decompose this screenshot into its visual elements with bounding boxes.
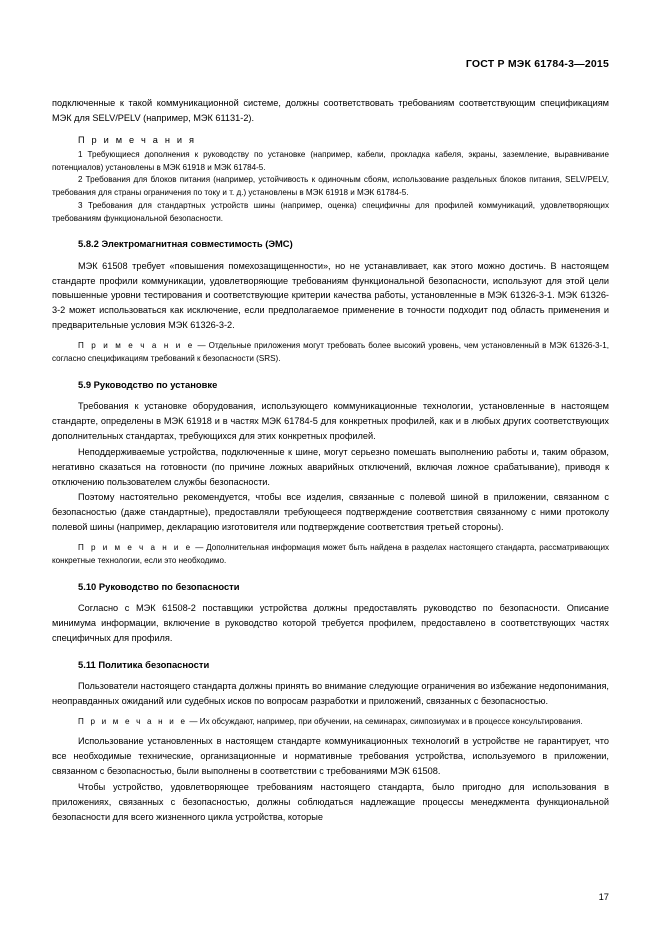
section-5-11-paragraph-3: Чтобы устройство, удовлетворяющее требованиям настоящего стандарта, было пригодно для использования в приложениях, связанных с безопасностью, должны соблюдаться надлежащие процессы менеджмента функциональной безопасности для всего жизненного цикла устройства, которые	[52, 782, 609, 822]
page-header: ГОСТ Р МЭК 61784-3—2015	[465, 58, 609, 70]
notes-label: П р и м е ч а н и я	[78, 134, 197, 145]
section-5-11-paragraph-2: Использование установленных в настоящем стандарте коммуникационных технологий в устройстве не гарантирует, что все необходимые технические, организационные и нормативные требования устройства, используемого в приложении, связанном с безопасностью, были выполнены в соответствии с требованиями МЭК 61508.	[52, 736, 609, 777]
section-5-8-2-note	[52, 340, 609, 366]
section-5-11-paragraph-1: Пользователи настоящего стандарта должны принять во внимание следующие ограничения во избежание недопонимания, неоправданных ожиданий или судебных исков по вопросам разработки и приложений, связанных с безопасностью.	[52, 680, 609, 706]
heading-5-8-2: 5.8.2 Электромагнитная совместимость (ЭМС)	[78, 238, 293, 250]
heading-5-11: 5.11 Политика безопасности	[78, 658, 210, 670]
note-text-inline: — Их обсуждают, например, при обучении, на семинарах, симпозиумах и в процессе консультирования.	[189, 716, 583, 726]
heading-5-9: 5.9 Руководство по установке	[78, 378, 218, 390]
heading-5-10: 5.10 Руководство по безопасности	[78, 580, 240, 592]
section-5-9-paragraph-3: Поэтому настоятельно рекомендуется, чтобы все изделия, связанные с полевой шиной в приложении, связанном с безопасностью (даже стандартные), предоставляли требующееся подтверждение соответствия связанному с ними протоколу полевой шины (например, декларацию изготовителя или подтверждение соответствия третьей стороны).	[52, 492, 609, 533]
note-item-1: 1 Требующиеся дополнения к руководству по установке (например, кабели, прокладка кабеля, экраны, заземление, выравнивание потенциалов) установлены в МЭК 61918 и МЭК 61784-5.	[52, 149, 609, 172]
section-5-9-note	[52, 542, 609, 568]
page-number: 17	[598, 891, 609, 902]
note-label-inline: П р и м е ч а н и е	[78, 543, 193, 553]
note-label-inline: П р и м е ч а н и е	[78, 341, 195, 351]
note-item-2: 2 Требования для блоков питания (например, устойчивость к одиночным сбоям, использование раздельных блоков питания, SELV/PELV, требования для страны ограничения по току и т. д.) установлены в МЭК 61918 и МЭК 61784-5.	[52, 175, 609, 198]
intro-paragraph: подключенные к такой коммуникационной системе, должны соответствовать требованиям соответствующим спецификациям МЭК для SELV/PELV (например, МЭК 61131-2).	[52, 98, 609, 123]
note-item-3: 3 Требования для стандартных устройств шины (например, оценка) специфичны для профилей коммуникаций, удовлетворяющих требованиям функциональной безопасности.	[52, 200, 609, 223]
section-5-10-paragraph-1: Согласно с МЭК 61508-2 поставщики устройства должны предоставлять руководство по безопасности. Описание минимума информации, включение в руководство которой требуется профилем, предоставлено в соответствующих частях специфичных для профиля.	[52, 602, 609, 643]
section-5-9-paragraph-1: Требования к установке оборудования, использующего коммуникационные технологии, установленные в настоящем стандарте, определены в МЭК 61918 и в частях МЭК 61784-5 для конкретных профилей, как и в любых других соответствующих дополнительных стандартах, требующихся для этих конкретных профилей.	[52, 400, 609, 441]
note-label-inline: П р и м е ч а н и е	[78, 716, 188, 726]
section-5-9-paragraph-2: Неподдерживаемые устройства, подключенные к шине, могут серьезно помешать выполнению работы и, таким образом, негативно сказаться на готовности (по причине ложных аварийных отключений, включая ложное срабатывание), приводя к отключению пользователем службы безопасности.	[52, 446, 609, 487]
section-5-11-note	[52, 716, 609, 729]
note-text-inline: — Дополнительная информация может быть найдена в разделах настоящего стандарта, рассматривающих конкретные технологии, если это необходимо.	[52, 543, 610, 565]
note-text-inline: — Отдельные приложения могут требовать более высокий уровень, чем установленный в МЭК 61326-3-1, согласно спецификациям требований к безопасности (SRS).	[52, 341, 610, 363]
section-5-8-2-paragraph-1: МЭК 61508 требует «повышения помехозащищенности», но не устанавливает, как этого можно достичь. В настоящем стандарте профили коммуникации, удовлетворяющие требованиям функциональной безопасности, используют для этой цели повышенные уровни тестирования и соответствующие критерии качества работы, установленные в МЭК 61326-3-1. МЭК 61326-3-2 может использоваться как исключение, если предполагаемое применение в точности подходит под область применения и предварительные условия МЭК 61326-3-2.	[52, 260, 609, 331]
document-body	[52, 96, 609, 825]
